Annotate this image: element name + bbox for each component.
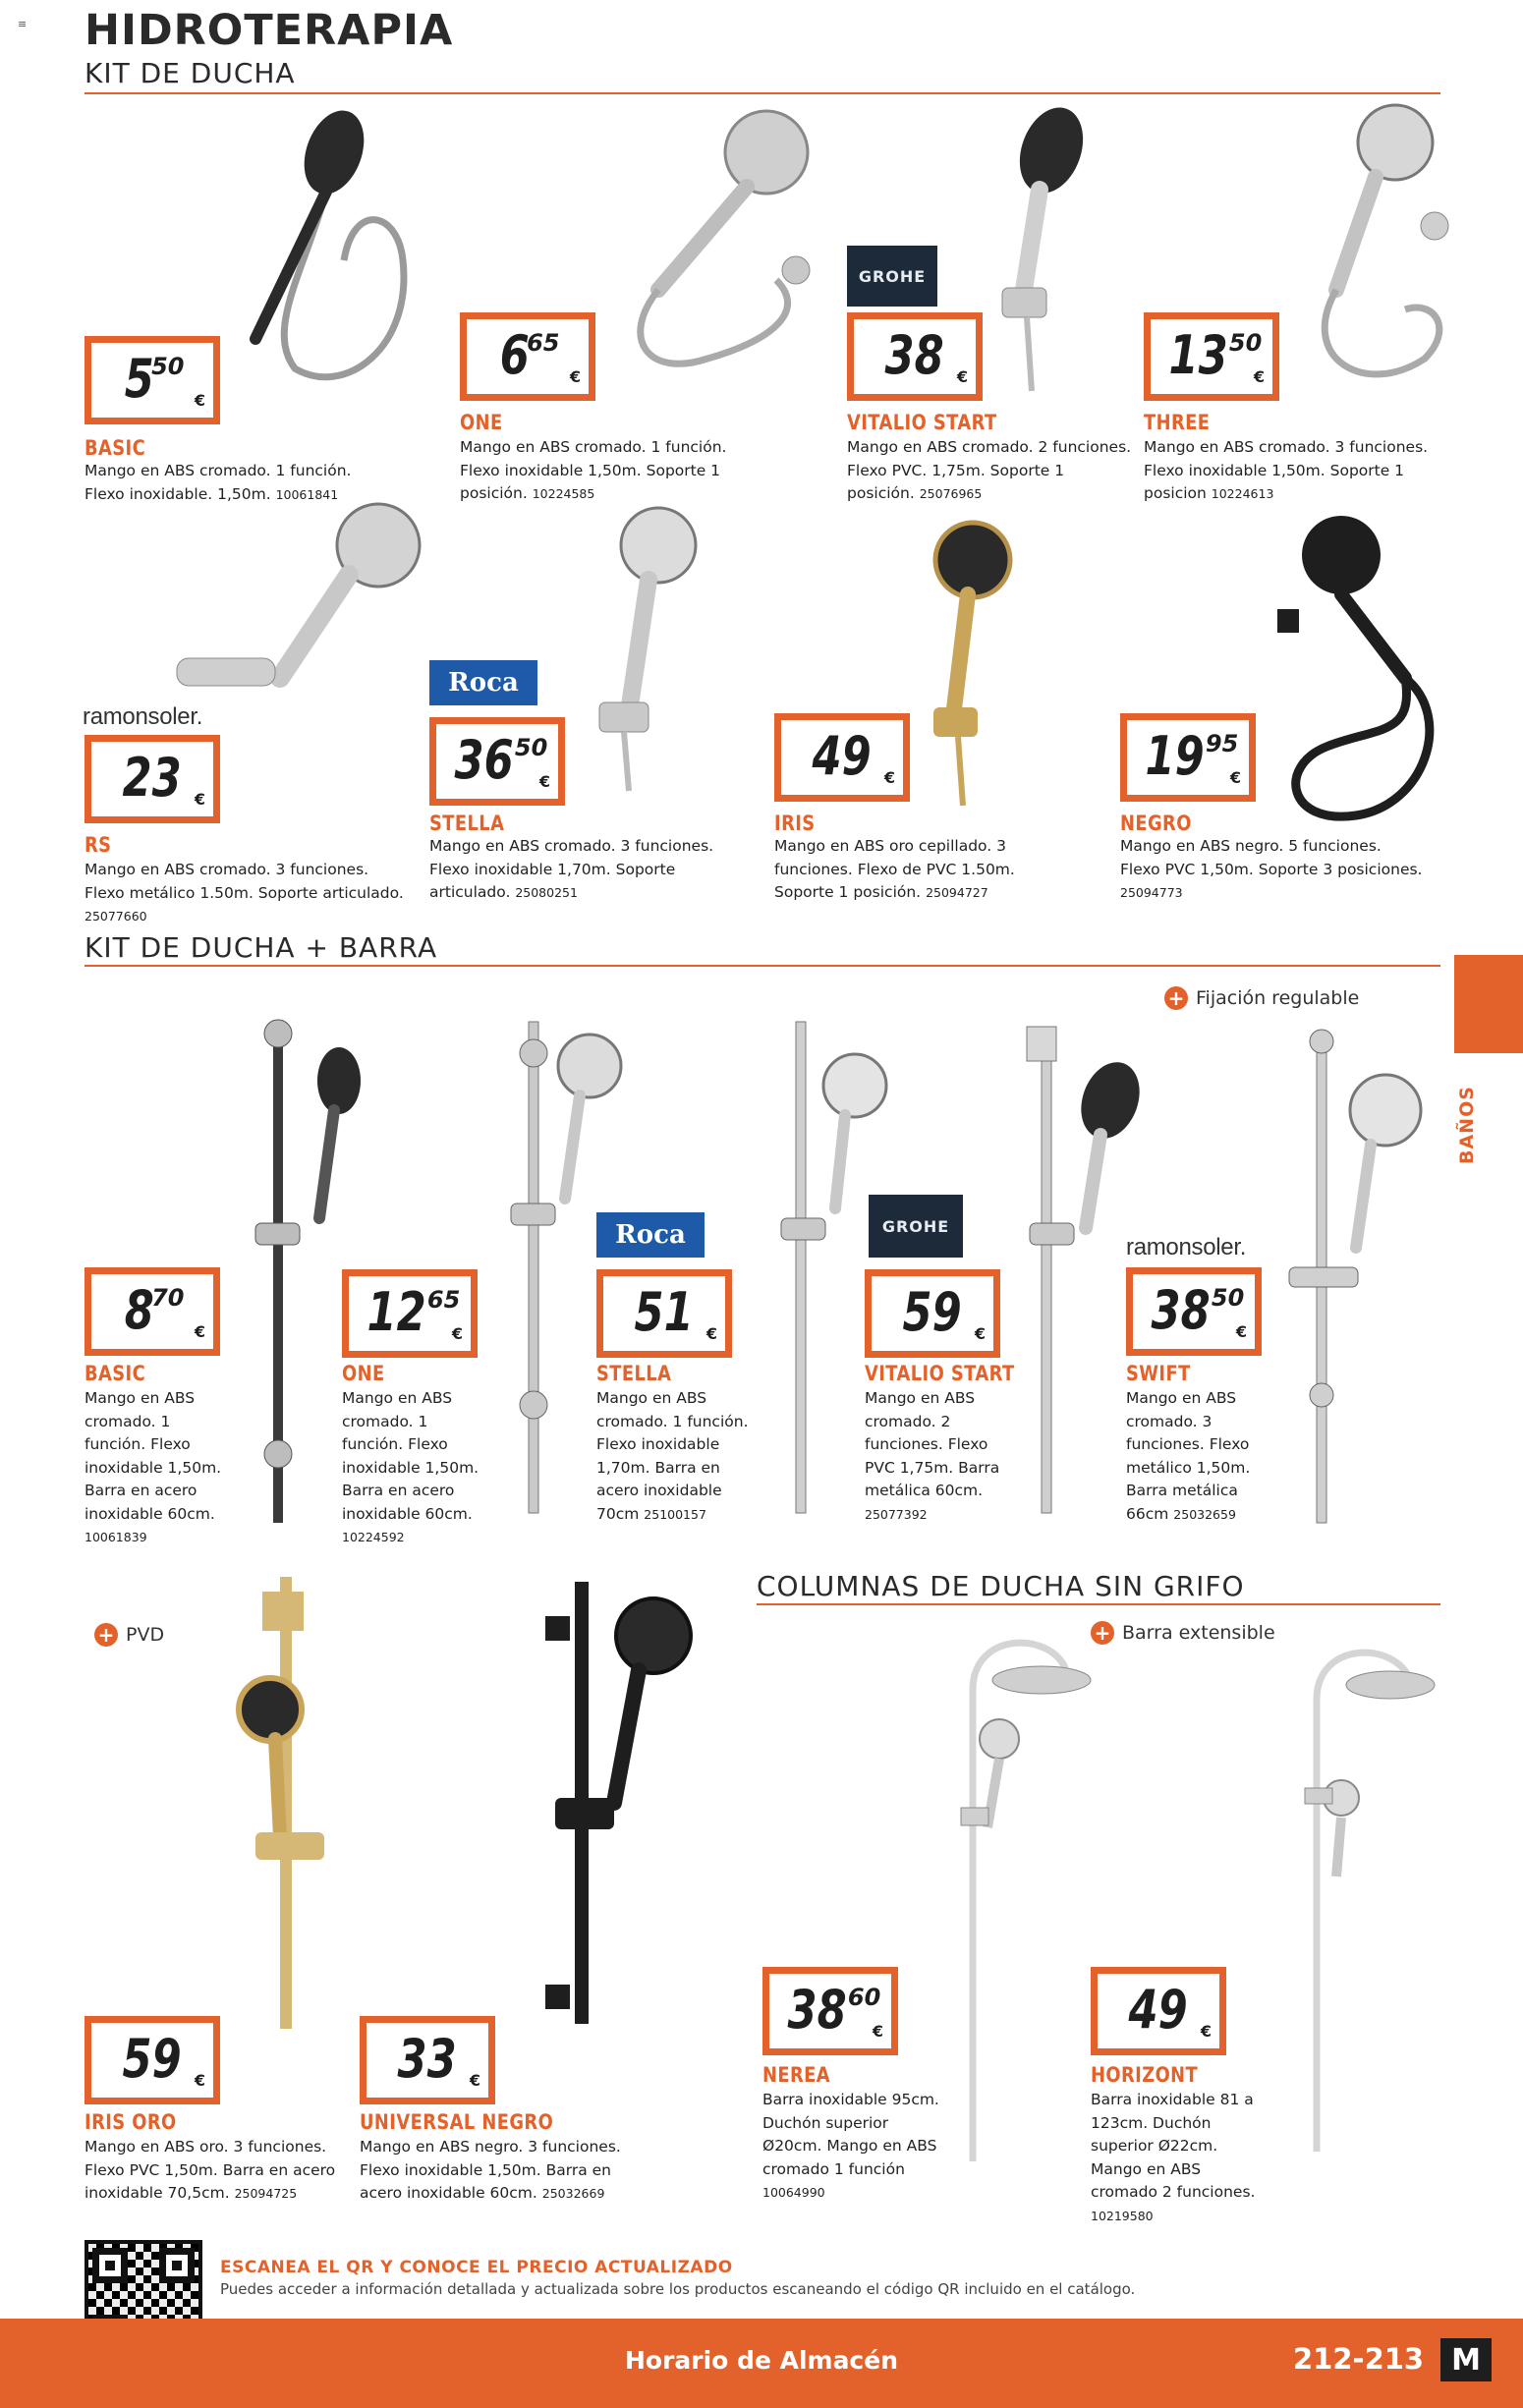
side-tab: [1454, 955, 1523, 1053]
product-name: STELLA: [596, 1362, 672, 1385]
price-tag: 5 50 €: [85, 336, 220, 424]
plus-icon: +: [94, 1623, 118, 1647]
price-tag: 19 95 €: [1120, 713, 1256, 802]
product-description: Mango en ABS negro. 5 funciones. Flexo PVC 1,50m. Soporte 3 posiciones. 25094773: [1120, 837, 1423, 900]
product-name: NEGRO: [1120, 812, 1192, 835]
brand-logo-grohe: GROHE: [847, 246, 937, 307]
footer-text: Horario de Almacén: [624, 2346, 899, 2375]
price-tag: 8 70 €: [85, 1267, 220, 1356]
product-description: Mango en ABS cromado. 1 función. Flexo inoxidable 1,50m. Barra en acero inoxidable 60cm. 10061839: [85, 1389, 222, 1544]
price-tag: 59 €: [85, 2016, 220, 2104]
product-image-shower-stella: [570, 506, 707, 791]
product-description: Mango en ABS cromado. 2 funciones. Flexo PVC 1,75m. Barra metálica 60cm. 25077392: [865, 1389, 1000, 1522]
product-description: Mango en ABS cromado. 2 funciones. Flexo PVC. 1,75m. Soporte 1 posición. 25076965: [847, 438, 1132, 502]
product-description: Mango en ABS oro cepillado. 3 funciones. Flexo de PVC 1.50m. Soporte 1 posición. 25094727: [774, 837, 1015, 901]
section-title-columnas: COLUMNAS DE DUCHA SIN GRIFO: [757, 1570, 1245, 1602]
product-description: Mango en ABS negro. 3 funciones. Flexo inoxidable 1,50m. Barra en acero inoxidable 60cm. 25032669: [360, 2138, 621, 2202]
product-image-column-nerea: [943, 1611, 1100, 2181]
product-description: Barra inoxidable 81 a 123cm. Duchón superior Ø22cm. Mango en ABS cromado 2 funciones. 10219580: [1091, 2091, 1256, 2223]
product-description: Mango en ABS oro. 3 funciones. Flexo PVC 1,50m. Barra en acero inoxidable 70,5cm. 25094725: [85, 2138, 336, 2202]
page-numbers: 212-213: [1293, 2342, 1425, 2376]
brand-logo-ramonsoler: ramonsoler.: [83, 703, 203, 730]
product-name: VITALIO START: [847, 411, 997, 434]
section-title-kit-ducha: KIT DE DUCHA: [85, 57, 296, 89]
section-rule: [85, 965, 1440, 967]
product-name: NEREA: [762, 2063, 831, 2087]
product-name: UNIVERSAL NEGRO: [360, 2110, 554, 2134]
product-name: IRIS: [774, 812, 816, 835]
page-title: HIDROTERAPIA: [85, 6, 454, 55]
price-tag: 23 €: [85, 735, 220, 823]
product-name: SWIFT: [1126, 1362, 1191, 1385]
price-tag: 12 65 €: [342, 1269, 478, 1358]
product-name: IRIS ORO: [85, 2110, 177, 2134]
product-description: Mango en ABS cromado. 3 funciones. Flexo inoxidable 1,50m. Soporte 1 posicion 10224613: [1144, 438, 1429, 502]
product-name: RS: [85, 833, 112, 857]
product-image-shower-basic: [216, 113, 442, 398]
price-tag: 33 €: [360, 2016, 495, 2104]
price-tag: 49 €: [1091, 1967, 1226, 2055]
brand-logo-icon: M: [1440, 2338, 1492, 2381]
product-image-bar-negro: [536, 1577, 712, 2029]
product-name: ONE: [342, 1362, 385, 1385]
qr-title: ESCANEA EL QR Y CONOCE EL PRECIO ACTUALIZADO: [220, 2258, 733, 2277]
brand-logo-roca: Roca: [429, 660, 537, 705]
note-fijacion: + Fijación regulable: [1164, 986, 1359, 1010]
product-description: Mango en ABS cromado. 1 función. Flexo inoxidable 1,50m. Barra en acero inoxidable 60cm. 10224592: [342, 1389, 479, 1544]
plus-icon: +: [1091, 1621, 1114, 1645]
product-image-bar-swift: [1277, 1022, 1425, 1533]
plus-icon: +: [1164, 986, 1188, 1010]
product-description: Mango en ABS cromado. 3 funciones. Flexo metálico 1,50m. Barra metálica 66cm 25032659: [1126, 1389, 1251, 1523]
product-image-shower-rs: [172, 501, 427, 707]
product-image-shower-vitalio: [983, 106, 1100, 391]
section-rule: [85, 92, 1440, 94]
product-image-shower-one: [590, 113, 816, 378]
note-pvd: + PVD: [94, 1623, 164, 1647]
price-tag: 59 €: [865, 1269, 1000, 1358]
price-tag: 38 €: [847, 312, 983, 401]
product-description: Barra inoxidable 95cm. Duchón superior Ø20cm. Mango en ABS cromado 1 función 10064990: [762, 2091, 939, 2200]
price-tag: 38 60 €: [762, 1967, 898, 2055]
product-name: HORIZONT: [1091, 2063, 1199, 2087]
product-description: Mango en ABS cromado. 1 función. Flexo inoxidable 1,70m. Barra en acero inoxidable 70cm 25100157: [596, 1389, 749, 1523]
product-name: STELLA: [429, 812, 505, 835]
product-description: Mango en ABS cromado. 1 función. Flexo inoxidable. 1,50m. 10061841: [85, 462, 352, 503]
brand-logo-grohe: GROHE: [869, 1195, 963, 1258]
product-image-shower-iris: [914, 521, 1022, 806]
section-title-kit-barra: KIT DE DUCHA + BARRA: [85, 931, 438, 964]
product-name: BASIC: [85, 436, 146, 460]
price-tag: 49 €: [774, 713, 910, 802]
product-description: Mango en ABS cromado. 3 funciones. Flexo inoxidable 1,70m. Soporte articulado. 25080251: [429, 837, 714, 901]
product-name: ONE: [460, 411, 503, 434]
note-barra-extensible: + Barra extensible: [1091, 1621, 1275, 1645]
menu-icon: ≡: [18, 18, 28, 30]
product-name: VITALIO START: [865, 1362, 1015, 1385]
brand-logo-ramonsoler: ramonsoler.: [1126, 1234, 1247, 1260]
price-tag: 36 50 €: [429, 717, 565, 806]
product-name: BASIC: [85, 1362, 146, 1385]
price-tag: 13 50 €: [1144, 312, 1279, 401]
section-rule: [757, 1603, 1440, 1605]
brand-logo-roca: Roca: [596, 1212, 705, 1258]
price-tag: 51 €: [596, 1269, 732, 1358]
price-tag: 38 50 €: [1126, 1267, 1262, 1356]
product-name: THREE: [1144, 411, 1211, 434]
product-image-shower-three: [1277, 103, 1454, 398]
qr-subtitle: Puedes acceder a información detallada y actualizada sobre los productos escaneando el código QR incluido en el catálogo.: [220, 2280, 1136, 2298]
price-tag: 6 65 €: [460, 312, 595, 401]
product-image-column-horizont: [1268, 1621, 1444, 2171]
product-description: Mango en ABS cromado. 1 función. Flexo inoxidable 1,50m. Soporte 1 posición. 10224585: [460, 438, 727, 502]
side-tab-label: BAÑOS: [1456, 1086, 1478, 1164]
product-image-bar-iris-oro: [221, 1572, 359, 2034]
product-description: Mango en ABS cromado. 3 funciones. Flexo metálico 1.50m. Soporte articulado. 25077660: [85, 861, 404, 924]
product-image-shower-negro: [1268, 511, 1444, 835]
